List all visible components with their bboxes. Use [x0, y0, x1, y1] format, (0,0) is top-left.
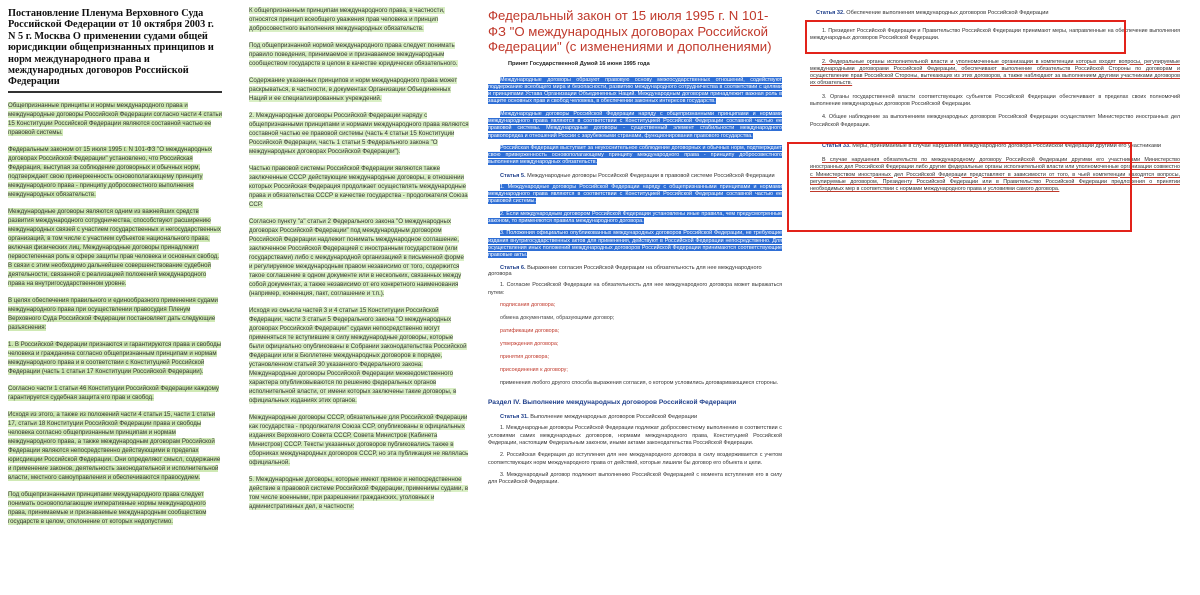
- preamble-2: [488, 145, 782, 167]
- art5-item-2-text: 3. Положения официально опубликованных международных договоров Российской Федерации, не требующие издания внутригосударственных актов для применения, действуют в Российской Федерации непосредственно. Для осуществления иных положений международных договоров Российской Федерации принимаются соответствующие правовые акты.: [488, 230, 782, 259]
- p1-para-3-text: В целях обеспечения правильного и единообразного применения судами международного права при осуществлении правосудия Пленум Верховного Суда Российской Федерации постановляет дать следующие разъяснения:: [8, 296, 218, 331]
- preamble-0: [488, 77, 782, 106]
- p2-para-1: [249, 41, 469, 68]
- p1-para-5-text: Согласно части 1 статьи 46 Конституции Российской Федерации каждому гарантируется судебная защита его прав и свобод.: [8, 384, 219, 401]
- art6-list-5: присоединения к договору;: [500, 367, 568, 374]
- p2-para-2: [249, 76, 469, 103]
- article-5-label: Статья 5.: [500, 172, 526, 179]
- p1-para-2: [8, 207, 222, 288]
- p1-para-7-text: Под общепризнанными принципами международного права следует понимать основополагающие императивные нормы международного права, принимаемые и признаваемые международным сообществом государств в целом, отклонение от которых недопустимо.: [8, 490, 207, 525]
- p1-para-4-text: 1. В Российской Федерации признаются и гарантируются права и свободы человека и гражданина согласно общепризнанным принципам и нормам международного права и в соответствии с Конституцией Российской Федерации (часть 1 статьи 17 Конституции Российской Федерации).: [8, 340, 222, 375]
- art31-p2: 2. Российская Федерация до вступления для нее международного договора в силу воздерживается с учетом соответствующих норм международного права от действий, которые лишили бы договор его объекта и цели.: [488, 452, 782, 466]
- p1-para-7: [8, 490, 222, 526]
- p1-para-4: [8, 340, 222, 376]
- art5-item-1: [488, 211, 782, 226]
- annotation-box-art33: [787, 142, 1132, 232]
- article-32-label: Статья 32.: [816, 10, 845, 16]
- p2-para-5: [249, 217, 469, 298]
- art32-p1: 1. Президент Российской Федерации и Правительство Российской Федерации принимают меры, направленные на обеспечение выполнения международных договоров Российской Федерации.: [810, 28, 1180, 42]
- article-33-label: Статья 33.: [822, 142, 851, 149]
- p2-para-7: [249, 413, 469, 467]
- art5-item-0: [488, 184, 782, 206]
- resolution-title: Постановление Пленума Верховного Суда Российской Федерации от 10 октября 2003 г. N 5 г. Москва О применении судами общей юрисдикции общепризнанных принципов и норм международного права и международных договоров Российской Федерации: [8, 8, 214, 88]
- art32-p3: 3. Органы государственной власти соответствующих субъектов Российской Федерации обеспечивают в пределах своих полномочий выполнение международных договоров Российской Федерации.: [810, 93, 1180, 108]
- art32-p4: 4. Общее наблюдение за выполнением международных договоров Российской Федерации осуществляет Министерство иностранных дел Российской Федерации.: [810, 114, 1180, 128]
- art32-p2: 2. Федеральные органы исполнительной власти и уполномоченные организации в компетенции которых входят вопросы, регулируемые международными договорами Российской Федерации, обеспечивают выполнение обязательств Российской Стороны по договорам и осуществление прав Российской Стороны, вытекающих из этих договоров, а также наблюдают за выполнением другими участниками договоров их обязательств.: [810, 58, 1180, 87]
- p2-para-1-text: Под общепризнанной нормой международного права следует понимать правило поведения, принимаемое и признаваемое международным сообществом государств в целом в качестве юридически обязательного.: [249, 42, 458, 67]
- p2-para-0-text: К общепризнанным принципам международного права, в частности, относятся принцип всеобщего уважения прав человека и принцип добросовестного выполнения международных обязательств.: [249, 7, 445, 32]
- article-6-label: Статья 6.: [500, 265, 526, 272]
- p2-para-2-text: Содержание указанных принципов и норм международного права может раскрываться, в частности, в документах Организации Объединенных Наций и ее специализированных учреждений.: [249, 77, 458, 102]
- p1-para-0-text: Общепризнанные принципы и нормы международного права и международные договоры Российской Федерации согласно части 4 статьи 15 Конституции Российской Федерации являются составной частью ее правовой системы.: [8, 101, 223, 136]
- p1-para-6: [8, 410, 222, 482]
- p2-para-0: [249, 6, 469, 33]
- p2-para-3: [249, 111, 469, 156]
- p2-para-6: [249, 306, 469, 405]
- art5-item-1-text: 2. Если международным договором Российской Федерации установлены иные правила, чем предусмотренные законом, то применяются правила международного договора.: [488, 210, 782, 224]
- preamble-1-text: Международные договоры Российской Федерации наряду с общепризнанными принципами и нормами международного права являются в соответствии с Конституцией Российской Федерации составной частью ее правовой системы. Международные договоры - существенный элемент стабильности международного правопорядка и отношений России с зарубежными странами, функционирования правового государства.: [488, 110, 782, 139]
- p2-para-4-text: Частью правовой системы Российской Федерации являются также заключенные СССР действующие международные договоры, в отношении которых Российская Федерация продолжает осуществлять международные права и обязательства СССР в качестве государства - продолжателя Союза ССР.: [249, 165, 468, 208]
- art6-list-1: обмена документами, образующими договор;: [500, 315, 615, 322]
- article-32-heading: [804, 10, 1192, 16]
- p1-para-3: [8, 296, 222, 332]
- preamble-1: [488, 111, 782, 140]
- p1-para-6-text: Исходя из этого, а также из положений части 4 статьи 15, части 1 статьи 17, статьи 18 Конституции Российской Федерации права и свободы человека согласно общепризнанным принципам и нормам международного права, а также международным договорам Российской Федерации являются непосредственно действующими в пределах юрисдикции Российской Федерации. Они определяют смысл, содержание и применение законов, деятельность законодательной и исполнительной власти, местного самоуправления и обеспечиваются правосудием.: [8, 410, 221, 481]
- p1-para-1-text: Федеральным законом от 15 июля 1995 г. N 101-ФЗ "О международных договорах Российской Федерации" установлено, что Российская Федерация, выступая за соблюдение договорных и обычных норм, подтверждает свою приверженность основополагающему принципу международного права - принципу добросовестного выполнения международных обязательств.: [8, 145, 213, 198]
- p2-para-7-text: Международные договоры СССР, обязательные для Российской Федерации как государства - продолжателя Союза ССР, опубликованы в официальных изданиях Верховного Совета СССР, Совета Министров (Кабинета Министров) СССР. Тексты указанных договоров публиковались также в сборниках международных договоров СССР, но эта публикация не являлась официальной.: [249, 414, 469, 466]
- art6-list-0: подписания договора;: [500, 302, 556, 309]
- panel-plenum-resolution: [0, 0, 228, 595]
- title-divider: [8, 91, 222, 93]
- p1-para-1: [8, 145, 222, 199]
- panel-federal-law: [480, 0, 790, 595]
- art6-intro: 1. Согласие Российской Федерации на обязательность для нее международного договора может выражаться путем:: [488, 282, 782, 296]
- art6-list-4: принятия договора;: [500, 354, 550, 361]
- art5-item-2: [488, 230, 782, 259]
- p1-para-0: [8, 101, 222, 137]
- article-32-title: Обеспечение выполнения международных договоров Российской Федерации: [846, 10, 1049, 16]
- p2-para-4: [249, 164, 469, 209]
- preamble-0-text: Международные договоры образуют правовую основу межгосударственных отношений, содействуют поддержанию всеобщего мира и безопасности, развитию международного сотрудничества в соответствии с целями и принципами Устава Организации Объединенных Наций. Международным договорам принадлежит важная роль в защите основных прав и свобод человека, в обеспечении законных интересов государств.: [488, 76, 782, 105]
- art31-p3: 3. Международный договор подлежит выполнению Российской Федерацией с момента вступления его в силу для Российской Федерации.: [488, 471, 782, 486]
- art6-outro: применения любого другого способа выражения согласия, о котором условились договаривающиеся стороны.: [500, 380, 779, 387]
- article-6-title: Выражение согласия Российской Федерации на обязательность для нее международного договора: [488, 265, 762, 278]
- p1-para-2-text: Международные договоры являются одним из важнейших средств развития международного сотрудничества, способствуют расширению международных связей с участием государственных и негосударственных организаций, в том числе с участием субъектов национального права, включая физических лиц. Международные договоры принадлежит первостепенная роль в сфере защиты прав человека и основных свобод. В связи с этим необходимо дальнейшее совершенствование судебной деятельности, связанной с реализацией положений международного права на внутригосударственном уровне.: [8, 207, 221, 287]
- article-5-title: Международные договоры Российской Федерации в правовой системе Российской Федерации: [527, 172, 775, 179]
- p1-para-5: [8, 384, 222, 402]
- article-31-label: Статья 31.: [500, 414, 529, 421]
- section-4-heading: Раздел IV. Выполнение международных договоров Российской Федерации: [488, 399, 737, 407]
- article-31-title: Выполнение международных договоров Российской Федерации: [530, 414, 698, 421]
- art6-list-2: ратификации договора;: [500, 328, 560, 335]
- art33-p1: В случае нарушения обязательств по международному договору Российской Федерации другими его участниками Министерство иностранных дел Российской Федерации либо другие федеральные органы исполнительной власти или уполномоченные организации совместно с Министерством иностранных дел Российской Федерации представляют в зависимости от того, в чьей компетенции находятся вопросы, регулируемые договором, Президенту Российской Федерации или в Правительство Российской Федерации предложения о принятии необходимых мер в соответствии с нормами международного права и условиями самого договора.: [810, 156, 1180, 193]
- p2-para-8-text: 5. Международные договоры, которые имеют прямое и непосредственное действие в правовой системе Российской Федерации, применимы судами, в том числе военными, при разрешении гражданских, уголовных и административных дел, в частности:: [249, 476, 469, 510]
- p2-para-8: [249, 475, 469, 511]
- panel-plenum-continued: [243, 0, 473, 595]
- article-33-title: Меры, принимаемые в случае нарушения международного договора Российской Федерации другими его участниками: [852, 142, 1162, 149]
- law-title: Федеральный закон от 15 июля 1995 г. N 101-ФЗ "О международных договорах Российской Федерации" (с изменениями и дополнениями): [488, 8, 772, 54]
- article-5-heading: [488, 173, 782, 179]
- p2-para-6-text: Исходя из смысла частей 3 и 4 статьи 15 Конституции Российской Федерации, части 3 статьи 5 Федерального закона "О международных договорах Российской Федерации" судами непосредственно могут применяться те вступившие в силу международные договоры, которые были официально опубликованы в Собрании законодательства Российской Федерации или в Бюллетене международных договоров в порядке, установленном статьей 30 указанного Федерального закона. Международные договоры Российской Федерации межведомственного характера опубликовываются по решению федеральных органов исполнительной власти, от имени которых заключены такие договоры, в официальных изданиях этих органов.: [249, 307, 467, 404]
- annotation-box-art32-p1: [805, 20, 1126, 54]
- preamble-2-text: Российская Федерация выступает за неукоснительное соблюдение договорных и обычных норм, подтверждает свою приверженность основополагающему принципу международного права - принципу добросовестного выполнения международных обязательств.: [488, 144, 782, 166]
- article-31-heading: [488, 414, 782, 420]
- art6-list-3: утверждения договора;: [500, 341, 559, 348]
- adopted-date: Принят Государственной Думой 16 июня 1995 года: [508, 60, 650, 67]
- article-6-heading: [488, 265, 782, 277]
- panel-articles-32-33: [796, 0, 1200, 595]
- p2-para-3-text: 2. Международные договоры Российской Федерации наряду с общепризнанными принципами и нормами международного права являются составной частью ее правовой системы (часть 4 статьи 15 Конституции Российской Федерации, часть 1 статьи 5 Федерального закона "О международных договорах Российской Федерации").: [249, 112, 469, 155]
- p2-para-5-text: Согласно пункту "а" статьи 2 Федерального закона "О международных договорах Российской Федерации" под международным договором Российской Федерации надлежит понимать международное соглашение, заключенное Российской Федерацией с иностранным государством (или государствами) либо с международной организацией в письменной форме и регулируемое международным правом независимо от того, содержится такое соглашение в одном документе или в нескольких, связанных между собой документах, а также независимо от его конкретного наименования (например, конвенция, пакт, соглашение и т.п.).: [249, 218, 464, 297]
- art5-item-0-text: 1. Международные договоры Российской Федерации наряду с общепризнанными принципами и нормами международного права являются в соответствии с Конституцией Российской Федерации составной частью ее правовой системы.: [488, 183, 782, 205]
- art31-p1: 1. Международные договоры Российской Федерации подлежат добросовестному выполнению в соответствии с условиями самих международных договоров, нормами международного права, Конституцией Российской Федерации, настоящим Федеральным законом, иными актами законодательства Российской Федерации.: [488, 425, 782, 446]
